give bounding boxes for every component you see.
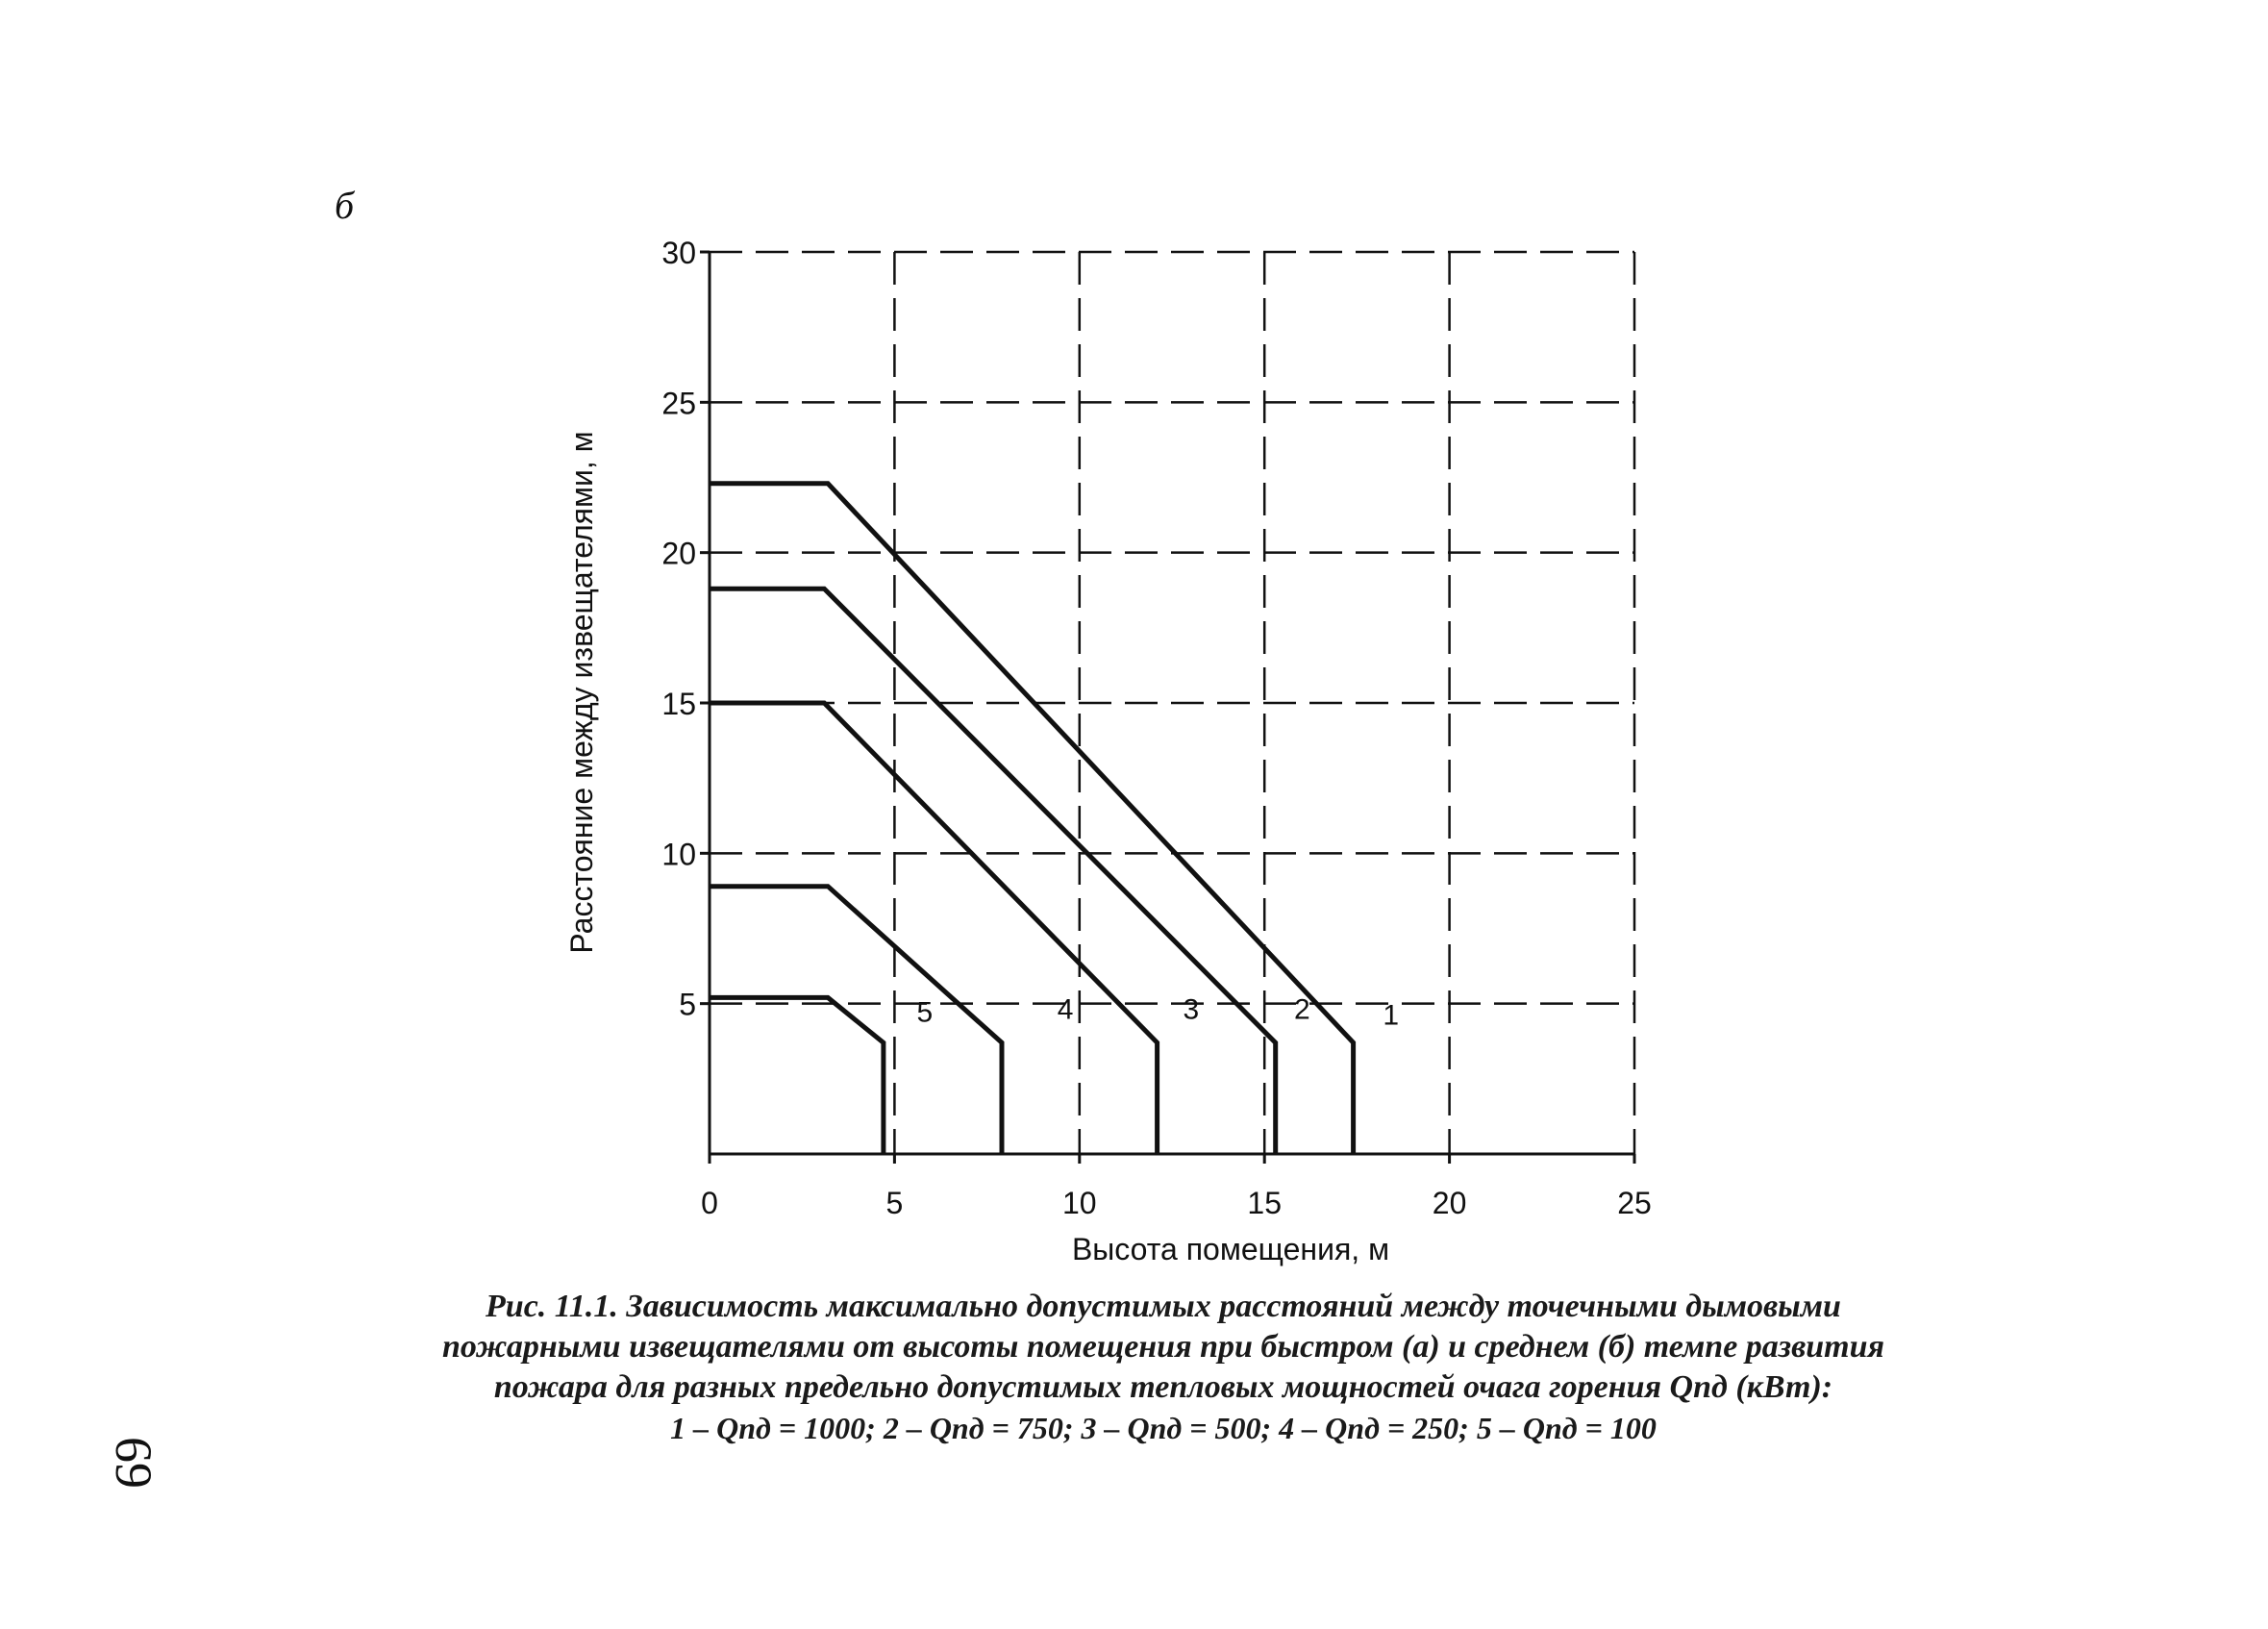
grid — [710, 252, 1634, 1154]
x-axis-label: Высота помещения, м — [1071, 1232, 1390, 1266]
caption-legend-line: 1 – Qпд = 1000; 2 – Qпд = 750; 3 – Qпд = 500; 4 – Qпд = 250; 5 – Qпд = 100 — [670, 1411, 1657, 1445]
caption-line: пожарными извещателями от высоты помещения при быстром (а) и среднем (б) темпе развития — [441, 1329, 1885, 1365]
y-axis-label: Расстояние между извещателями, м — [564, 431, 599, 954]
series-label: 3 — [1183, 993, 1200, 1026]
page-number: 69 — [105, 1437, 162, 1489]
series-label: 5 — [916, 996, 934, 1029]
series-group — [710, 484, 1354, 1154]
series-label: 1 — [1383, 999, 1400, 1032]
y-tick-label: 30 — [661, 236, 696, 270]
y-tick-label: 20 — [661, 536, 696, 571]
series-label: 4 — [1057, 993, 1074, 1026]
x-tick-label: 5 — [885, 1186, 904, 1220]
figure-caption — [250, 1287, 2077, 1448]
x-tick-label: 20 — [1432, 1186, 1467, 1220]
x-tick-label: 15 — [1247, 1186, 1282, 1220]
caption-line: пожара для разных предельно допустимых тепловых мощностей очага горения Qпд (кВт): — [493, 1369, 1833, 1405]
y-tick-label: 10 — [661, 837, 696, 872]
y-tick-label: 5 — [679, 987, 696, 1022]
series-line-5 — [710, 997, 884, 1154]
caption-line: Рис. 11.1. Зависимость максимально допустимых расстояний между точечными дымовыми — [486, 1289, 1841, 1324]
x-tick-label: 10 — [1062, 1186, 1097, 1220]
axes — [700, 252, 1634, 1164]
x-tick-label: 0 — [701, 1186, 718, 1220]
y-tick-label: 15 — [661, 687, 696, 721]
series-line-3 — [710, 703, 1158, 1154]
y-tick-label: 25 — [661, 386, 696, 421]
panel-letter: б — [335, 184, 355, 227]
series-line-1 — [710, 484, 1354, 1154]
series-label: 2 — [1293, 993, 1310, 1026]
x-tick-label: 25 — [1617, 1186, 1652, 1220]
